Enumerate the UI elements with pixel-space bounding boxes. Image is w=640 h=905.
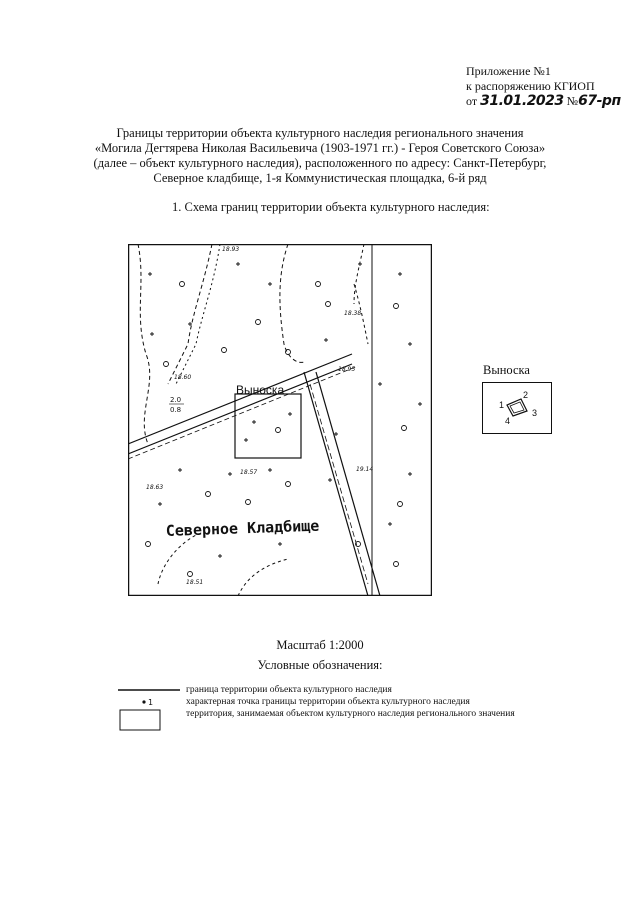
inset-svg	[483, 383, 551, 433]
legend-point-number: 1	[148, 698, 154, 707]
elevation-label: 18.63	[146, 484, 164, 491]
appendix-date: 31.01.2023	[480, 93, 564, 109]
appendix-number: 67-рп	[578, 93, 621, 109]
appendix-line2: к распоряжению КГИОП	[466, 79, 595, 93]
legend-item-boundary: граница территории объекта культурного наследия	[186, 685, 392, 695]
document-title: Границы территории объекта культурного наследия регионального значения «Могила Дегтярева Николая Васильевича (1903-1971 гг.) - Героя Советского Союза» (далее – объект культурного наследия), расположенного по адресу: Санкт-Петербург, Северное кладбище, 1-я Коммунистическая площадка, 6-й ряд	[93, 126, 547, 185]
elevation-label: 18.93	[222, 246, 240, 253]
elevation-label: 18.60	[174, 374, 192, 381]
elevation-label: 18.51	[186, 579, 204, 586]
legend-item-point: характерная точка границы территории объекта культурного наследия	[186, 697, 470, 707]
elevation-label: 18.57	[240, 469, 258, 476]
legend-territory-icon	[120, 710, 160, 730]
legend-point-icon	[142, 700, 145, 703]
callout-label: Выноска	[236, 383, 285, 397]
legend-title: Условные обозначения:	[257, 658, 383, 672]
scale-label: Масштаб 1:2000	[276, 638, 364, 652]
section-heading: 1. Схема границ территории объекта культурного наследия:	[172, 200, 490, 214]
inset-point-label: 1	[499, 400, 505, 410]
boundary-map	[128, 244, 432, 596]
legend	[118, 684, 578, 734]
inset-point-label: 2	[523, 390, 529, 400]
inset-point-label: 4	[505, 416, 511, 426]
elevation-label: 19.14	[356, 466, 374, 473]
legend-symbols	[118, 684, 182, 734]
fraction-top: 2.0	[170, 396, 182, 404]
inset-label: Выноска	[483, 363, 530, 377]
inset-box	[482, 382, 552, 434]
map-svg	[128, 244, 432, 596]
inset-point-label: 3	[532, 408, 538, 418]
elevation-label: 18.38	[344, 310, 362, 317]
appendix-line3: от 31.01.2023 №67-рп	[466, 93, 621, 109]
elevation-label: 18.95	[338, 366, 356, 373]
appendix-line1: Приложение №1	[466, 64, 551, 78]
cemetery-label: Северное Кладбище	[165, 516, 320, 540]
fraction-bottom: 0.8	[170, 406, 182, 414]
appendix-header	[466, 64, 621, 109]
legend-item-territory: территория, занимаемая объектом культурного наследия регионального значения	[186, 709, 515, 719]
